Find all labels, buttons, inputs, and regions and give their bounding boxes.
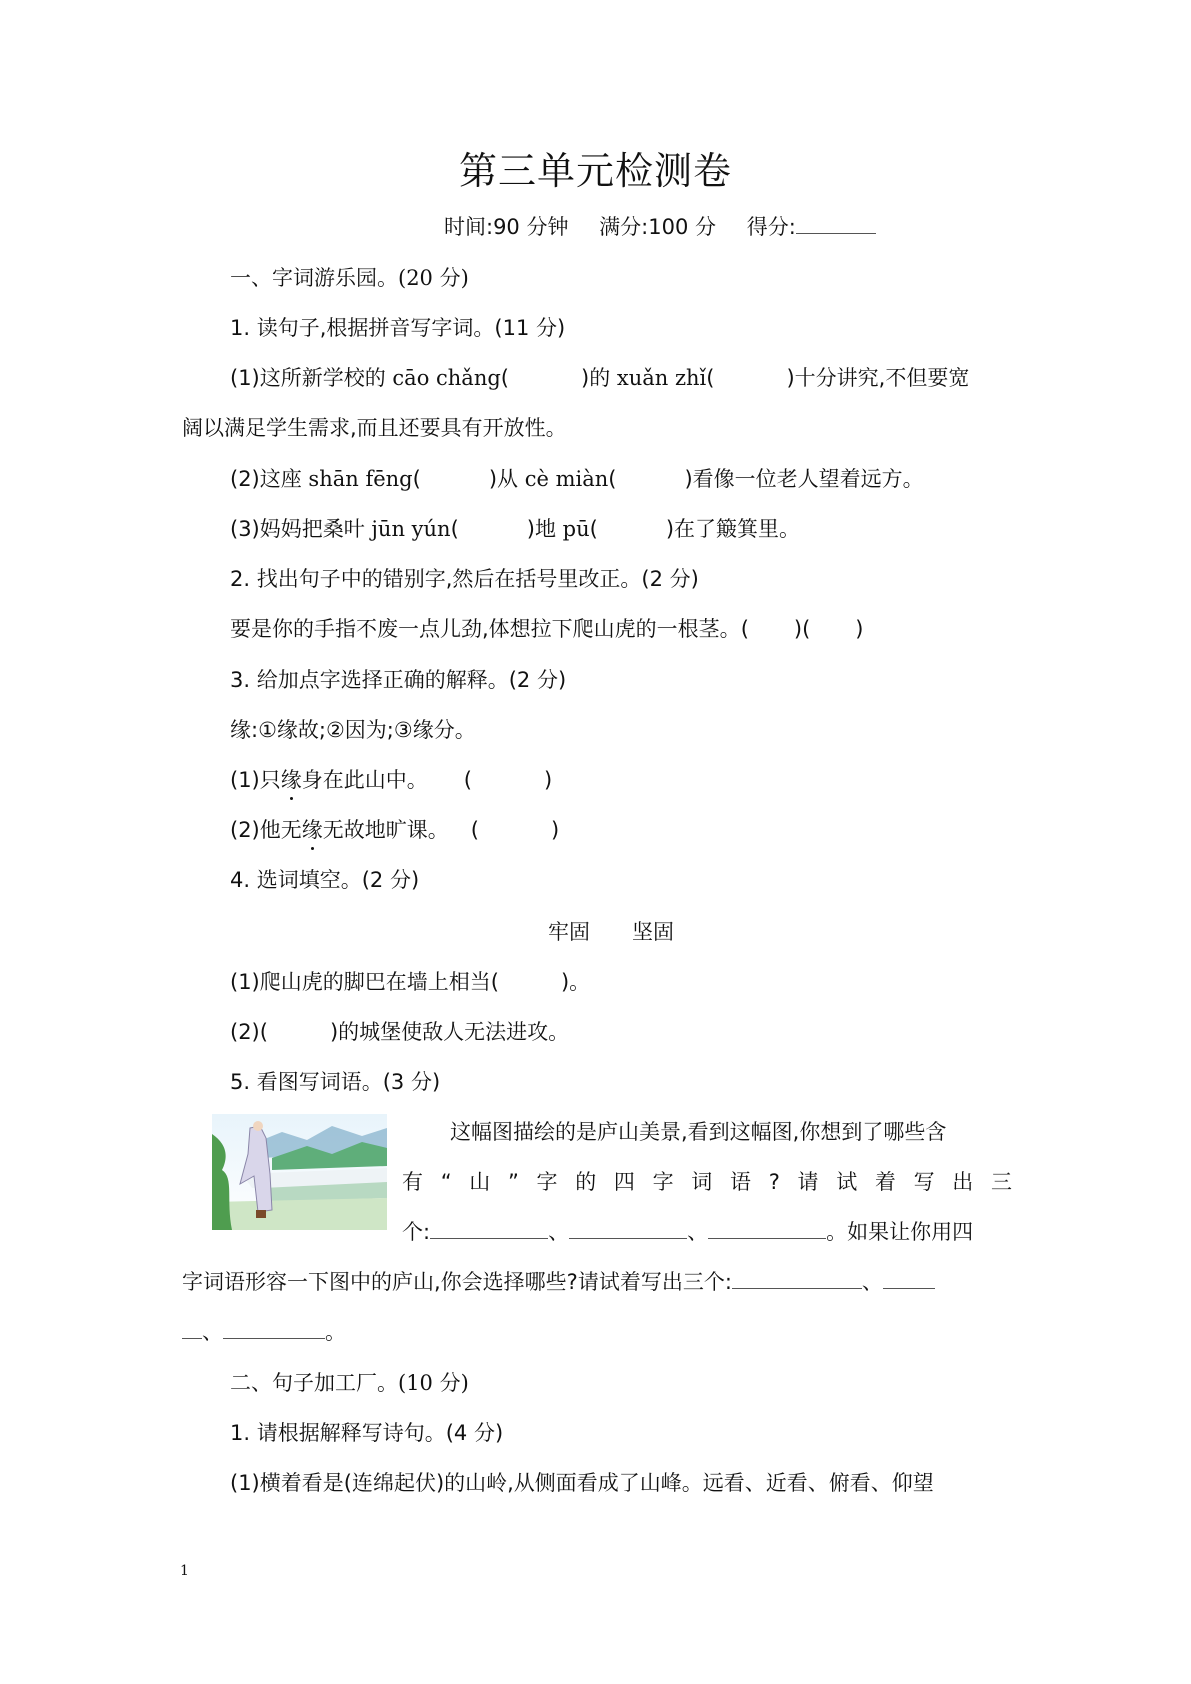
q5-line-3: 个: 、 、 。如果让你用四: [402, 1220, 974, 1244]
answer-blank[interactable]: [430, 1218, 548, 1239]
page-number: 1: [180, 1563, 189, 1579]
answer-blank-cont[interactable]: [182, 1318, 202, 1339]
q2-sentence: 要是你的手指不废一点儿劲,体想拉下爬山虎的一根茎。( )( ): [230, 617, 864, 641]
full-score-label: 满分:100 分: [599, 215, 717, 239]
q4-item-1: (1)爬山虎的脚巴在墙上相当( )。: [230, 970, 591, 994]
answer-blank[interactable]: [569, 1218, 687, 1239]
dotted-char: 缘: [302, 814, 323, 844]
q2-heading: 2. 找出句子中的错别字,然后在括号里改正。(2 分): [230, 567, 699, 591]
score-blank[interactable]: [796, 213, 876, 234]
time-label: 时间:90 分钟: [444, 215, 569, 239]
pinyin: xuǎn zhǐ: [616, 366, 707, 390]
q3-heading: 3. 给加点字选择正确的解释。(2 分): [230, 668, 567, 692]
score-label: 得分:: [747, 215, 900, 239]
section2-heading: 二、句子加工厂。(10 分): [230, 1371, 469, 1395]
q1-sentence-2: (2)这座 shān fēng( )从 cè miàn( )看像一位老人望着远方。: [230, 467, 924, 491]
q1-heading: 1. 读句子,根据拼音写字词。(11 分): [230, 316, 566, 340]
page-title: 第三单元检测卷: [458, 149, 732, 193]
answer-blank[interactable]: [708, 1218, 826, 1239]
q5-heading: 5. 看图写词语。(3 分): [230, 1070, 441, 1094]
q1-sentence-3: (3)妈妈把桑叶 jūn yún( )地 pū( )在了簸箕里。: [230, 517, 801, 541]
q4-item-2: (2)( )的城堡使敌人无法进攻。: [230, 1020, 570, 1044]
q1-sentence-1-cont: 阔以满足学生需求,而且还要具有开放性。: [182, 416, 567, 440]
poet-landscape-icon: [212, 1114, 387, 1230]
choice-word: 牢固: [548, 920, 590, 944]
q4-word-choices: [548, 916, 716, 946]
answer-blank[interactable]: [223, 1318, 325, 1339]
answer-blank[interactable]: [732, 1268, 862, 1289]
exam-meta: [444, 211, 924, 241]
q5-line-4: 字词语形容一下图中的庐山,你会选择哪些?请试着写出三个: 、: [182, 1266, 935, 1296]
pinyin: pū: [562, 517, 590, 541]
answer-blank[interactable]: [883, 1268, 935, 1289]
q3-item-2: (2)他无缘无故地旷课。 ( ): [230, 814, 559, 844]
pinyin: shān fēng: [308, 467, 413, 491]
pinyin: jūn yún: [371, 517, 451, 541]
lushan-illustration: [212, 1114, 387, 1230]
q1-sentence-1: (1)这所新学校的 cāo chǎng( )的 xuǎn zhǐ( )十分讲究,不但要宽: [230, 366, 970, 390]
section1-heading: 一、字词游乐园。(20 分): [230, 266, 469, 290]
s2-q1-item-1: (1)横着看是(连绵起伏)的山岭,从侧面看成了山峰。远看、近看、俯看、仰望: [230, 1471, 934, 1495]
pinyin: cè miàn: [524, 467, 609, 491]
pinyin: cāo chǎng: [392, 366, 501, 390]
q5-line-1: 这幅图描绘的是庐山美景,看到这幅图,你想到了哪些含: [450, 1120, 947, 1144]
q3-definitions: 缘:①缘故;②因为;③缘分。: [230, 718, 476, 742]
dotted-char: 缘: [281, 764, 302, 794]
choice-word: 坚固: [632, 920, 674, 944]
q3-item-1: (1)只缘身在此山中。 ( ): [230, 764, 552, 794]
q4-heading: 4. 选词填空。(2 分): [230, 868, 420, 892]
q5-line-5: 、 。: [182, 1316, 346, 1346]
q5-line-2: 有“山”字的四字词语?请试着写出三: [402, 1170, 1012, 1194]
s2-q1-heading: 1. 请根据解释写诗句。(4 分): [230, 1421, 504, 1445]
